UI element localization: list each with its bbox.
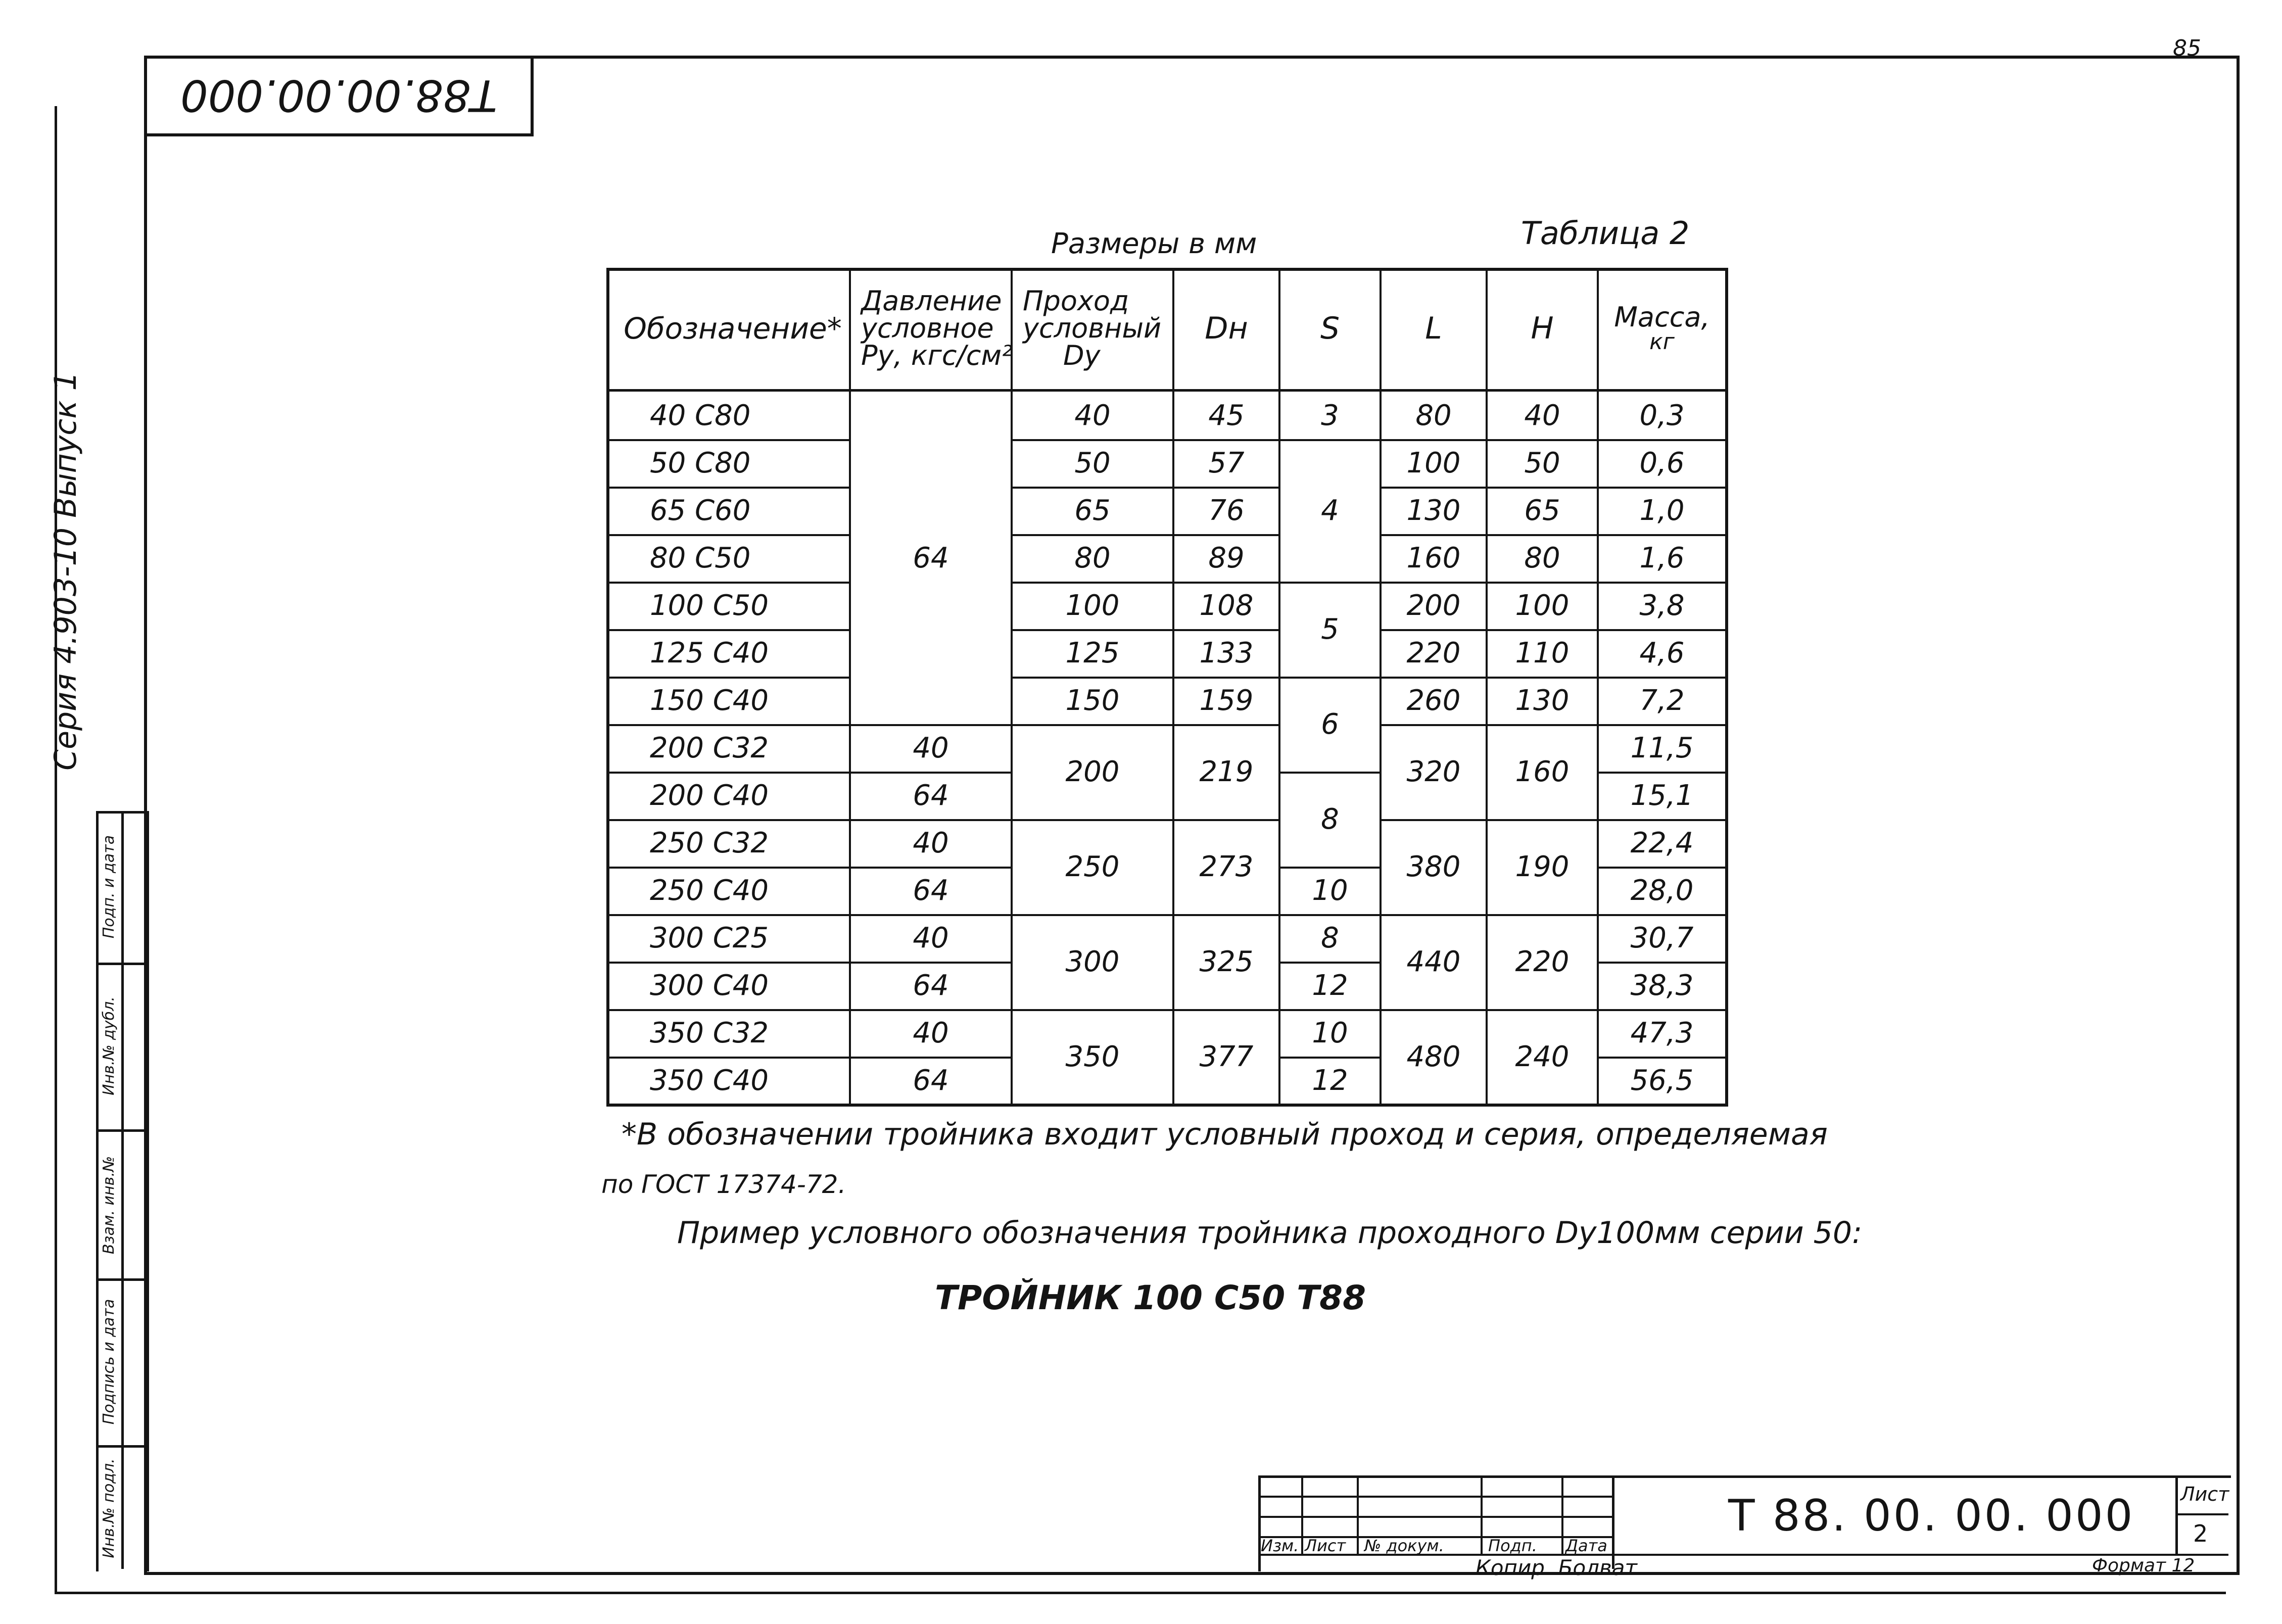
col-label-sheet: Лист bbox=[1305, 1536, 1346, 1555]
pressure-cell: 40 bbox=[913, 1016, 949, 1049]
passage-cell: 80 bbox=[1074, 541, 1111, 575]
table-row-line bbox=[609, 1057, 849, 1059]
mass-cell: 11,5 bbox=[1630, 731, 1694, 765]
header-pressure-line1: Давление bbox=[861, 285, 1002, 317]
s-cell: 10 bbox=[1312, 1016, 1348, 1049]
table-row-line bbox=[1013, 439, 1278, 441]
s-cell: 10 bbox=[1312, 874, 1348, 907]
passage-cell: 125 bbox=[1065, 636, 1120, 670]
pressure-row-line bbox=[851, 962, 1011, 964]
table-row-line bbox=[609, 439, 849, 441]
mass-cell: 0,6 bbox=[1639, 446, 1685, 480]
designation-cell: 200 С32 bbox=[650, 731, 769, 765]
s-cell: 6 bbox=[1321, 707, 1339, 741]
side-strip-divider bbox=[121, 811, 124, 1569]
s-row-line bbox=[1280, 677, 1380, 679]
pressure-cell: 64 bbox=[913, 969, 949, 1002]
dn-merged-cell: 325 bbox=[1199, 945, 1254, 978]
pressure-cell: 64 bbox=[913, 874, 949, 907]
sheet-label: Лист bbox=[2180, 1483, 2229, 1505]
designation-cell: 40 С80 bbox=[650, 399, 751, 432]
s-row-line bbox=[1280, 582, 1380, 584]
title-block-col-line bbox=[1481, 1475, 1483, 1554]
pressure-row-line bbox=[851, 1009, 1011, 1011]
table-row-line bbox=[1382, 534, 1597, 536]
dimensions-table bbox=[606, 268, 1728, 1107]
table-row-line bbox=[1599, 439, 1725, 441]
header-passage-line1: Проход bbox=[1023, 285, 1129, 317]
designation-cell: 100 С50 bbox=[650, 589, 769, 622]
table-row-line bbox=[1599, 1057, 1725, 1059]
table-row-line bbox=[1599, 819, 1725, 821]
h-merged-cell: 190 bbox=[1515, 850, 1570, 883]
h-cell: 40 bbox=[1524, 399, 1560, 432]
pressure-cell: 40 bbox=[913, 826, 949, 859]
l-cell: 200 bbox=[1406, 589, 1461, 622]
top-document-stamp bbox=[147, 57, 534, 136]
s-row-line bbox=[1280, 1057, 1380, 1059]
col-label-doc-no: № докум. bbox=[1364, 1536, 1444, 1555]
top-stamp-text: Т88.00.00.000 bbox=[180, 70, 497, 120]
header-mass-line2: кг bbox=[1649, 329, 1675, 355]
side-strip-separator bbox=[96, 1278, 144, 1281]
s-row-line bbox=[1280, 772, 1380, 774]
h-cell: 100 bbox=[1515, 589, 1570, 622]
table-border-right bbox=[1725, 268, 1728, 1107]
designation-cell: 65 С60 bbox=[650, 494, 751, 527]
passage-cell: 50 bbox=[1074, 446, 1111, 480]
header-passage bbox=[1013, 268, 1172, 389]
designation-cell: 250 С40 bbox=[650, 874, 769, 907]
header-pressure bbox=[851, 268, 1011, 389]
h-cell: 65 bbox=[1524, 494, 1560, 527]
mass-cell: 1,6 bbox=[1639, 541, 1685, 575]
group-row-line bbox=[1382, 819, 1597, 821]
title-block-row-line bbox=[1258, 1516, 1612, 1518]
pressure-cell: 64 bbox=[913, 779, 949, 812]
passage-cell: 40 bbox=[1074, 399, 1111, 432]
document-number: Т 88. 00. 00. 000 bbox=[1728, 1491, 2135, 1541]
mass-cell: 47,3 bbox=[1630, 1016, 1694, 1049]
group-row-line bbox=[1382, 1009, 1597, 1011]
example-line: Пример условного обозначения тройника проходного Dу100мм серии 50: bbox=[677, 1215, 1863, 1251]
title-block-row-line bbox=[1258, 1496, 1612, 1498]
table-row-line bbox=[609, 914, 849, 916]
h-cell: 50 bbox=[1524, 446, 1560, 480]
dn-cell: 76 bbox=[1208, 494, 1245, 527]
dn-merged-cell: 219 bbox=[1199, 755, 1254, 788]
title-block-col-line bbox=[1561, 1475, 1563, 1554]
group-row-line bbox=[1382, 724, 1597, 726]
s-row-line bbox=[1280, 914, 1380, 916]
footnote-line1: *В обозначении тройника входит условный проход и серия, определяемая bbox=[622, 1117, 1828, 1152]
table-row-line bbox=[1382, 629, 1597, 631]
designation-cell: 200 С40 bbox=[650, 779, 769, 812]
table-row-line bbox=[1013, 487, 1278, 489]
passage-cell: 150 bbox=[1065, 684, 1120, 717]
passage-cell: 65 bbox=[1074, 494, 1111, 527]
s-cell: 12 bbox=[1312, 1064, 1348, 1097]
s-cell: 3 bbox=[1321, 399, 1339, 432]
sheet-format: Формат 12 bbox=[2092, 1555, 2195, 1576]
table-row-line bbox=[609, 1009, 849, 1011]
l-cell: 80 bbox=[1415, 399, 1452, 432]
title-block-col-line bbox=[1301, 1475, 1303, 1554]
group-row-line bbox=[1013, 1009, 1278, 1011]
table-row-line bbox=[1013, 677, 1278, 679]
mass-cell: 30,7 bbox=[1630, 921, 1694, 954]
pressure-merged-cell: 64 bbox=[913, 541, 949, 575]
side-strip-separator bbox=[96, 1129, 144, 1132]
designation-cell: 50 С80 bbox=[650, 446, 751, 480]
l-merged-cell: 440 bbox=[1406, 945, 1461, 978]
l-cell: 260 bbox=[1406, 684, 1461, 717]
h-merged-cell: 160 bbox=[1515, 755, 1570, 788]
header-mass bbox=[1599, 268, 1725, 389]
table-row-line bbox=[609, 962, 849, 964]
pressure-row-line bbox=[851, 867, 1011, 869]
l-merged-cell: 380 bbox=[1406, 850, 1461, 883]
table-row-line bbox=[1599, 629, 1725, 631]
table-row-line bbox=[1382, 439, 1597, 441]
pressure-cell: 40 bbox=[913, 921, 949, 954]
group-row-line bbox=[1013, 914, 1278, 916]
group-row-line bbox=[1382, 914, 1597, 916]
series-label: Серия 4.903-10 Выпуск 1 bbox=[48, 371, 83, 771]
dn-cell: 89 bbox=[1208, 541, 1245, 575]
s-row-line bbox=[1280, 1009, 1380, 1011]
table-row-line bbox=[1599, 962, 1725, 964]
table-row-line bbox=[1013, 582, 1278, 584]
header-designation: Обозначение* bbox=[624, 311, 842, 346]
header-h: H bbox=[1531, 311, 1554, 346]
corner-page-number: 85 bbox=[2173, 35, 2201, 61]
dn-merged-cell: 377 bbox=[1199, 1040, 1254, 1073]
table-row-line bbox=[1599, 867, 1725, 869]
mass-cell: 15,1 bbox=[1630, 779, 1694, 812]
header-pressure-line3: Pу, кгс/см² bbox=[861, 340, 1013, 371]
example-designation: ТРОЙНИК 100 С50 Т88 bbox=[935, 1278, 1366, 1317]
sheet-number: 2 bbox=[2193, 1520, 2208, 1547]
strip-label-replacement-inv: Взам. инв.№ bbox=[100, 1156, 118, 1255]
h-cell: 80 bbox=[1524, 541, 1560, 575]
table-row-line bbox=[1382, 677, 1597, 679]
mass-cell: 1,0 bbox=[1639, 494, 1685, 527]
table-row-line bbox=[1599, 534, 1725, 536]
h-merged-cell: 240 bbox=[1515, 1040, 1570, 1073]
strip-label-sign-date: Подп. и дата bbox=[100, 835, 118, 939]
title-block-col-line bbox=[1357, 1475, 1359, 1554]
table-row-line bbox=[1382, 487, 1597, 489]
strip-label-signature-date: Подпись и дата bbox=[100, 1299, 118, 1425]
dn-cell: 57 bbox=[1208, 446, 1245, 480]
s-cell: 12 bbox=[1312, 969, 1348, 1002]
table-row-line bbox=[1599, 724, 1725, 726]
table-row-line bbox=[609, 819, 849, 821]
s-cell: 8 bbox=[1321, 921, 1339, 954]
side-strip-separator bbox=[96, 963, 144, 965]
dn-cell: 133 bbox=[1199, 636, 1254, 670]
group-row-line bbox=[1013, 819, 1278, 821]
dn-cell: 159 bbox=[1199, 684, 1254, 717]
strip-label-inv-original: Инв.№ подл. bbox=[100, 1458, 118, 1558]
table-row-line bbox=[1013, 534, 1278, 536]
pressure-row-line bbox=[851, 772, 1011, 774]
designation-cell: 350 С32 bbox=[650, 1016, 769, 1049]
pressure-row-line bbox=[851, 914, 1011, 916]
h-cell: 130 bbox=[1515, 684, 1570, 717]
header-dn: Dн bbox=[1205, 311, 1248, 346]
mass-cell: 56,5 bbox=[1630, 1064, 1694, 1097]
table-row-line bbox=[609, 582, 849, 584]
strip-label-inv-duplicate: Инв.№ дубл. bbox=[100, 996, 118, 1095]
mass-cell: 22,4 bbox=[1630, 826, 1694, 859]
designation-cell: 250 С32 bbox=[650, 826, 769, 859]
l-cell: 160 bbox=[1406, 541, 1461, 575]
group-row-line bbox=[1013, 724, 1278, 726]
s-row-line bbox=[1280, 962, 1380, 964]
pressure-row-line bbox=[851, 1057, 1011, 1059]
table-row-line bbox=[609, 677, 849, 679]
table-row-line bbox=[609, 772, 849, 774]
footnote-line2: по ГОСТ 17374-72. bbox=[601, 1170, 846, 1199]
header-l: L bbox=[1425, 311, 1442, 346]
header-pressure-line2: условное bbox=[861, 312, 994, 344]
l-cell: 100 bbox=[1406, 446, 1461, 480]
dn-merged-cell: 273 bbox=[1199, 850, 1254, 883]
l-merged-cell: 320 bbox=[1406, 755, 1461, 788]
pressure-cell: 40 bbox=[913, 731, 949, 765]
header-s: S bbox=[1320, 311, 1340, 346]
designation-cell: 80 С50 bbox=[650, 541, 751, 575]
designation-cell: 300 С25 bbox=[650, 921, 769, 954]
table-row-line bbox=[1599, 582, 1725, 584]
l-cell: 220 bbox=[1406, 636, 1461, 670]
dn-cell: 45 bbox=[1208, 399, 1245, 432]
table-row-line bbox=[609, 629, 849, 631]
table-row-line bbox=[609, 724, 849, 726]
h-cell: 110 bbox=[1515, 636, 1570, 670]
table-row-line bbox=[1599, 677, 1725, 679]
designation-cell: 125 С40 bbox=[650, 636, 769, 670]
s-row-line bbox=[1280, 439, 1380, 441]
title-block-row-line bbox=[2175, 1513, 2228, 1515]
passage-merged-cell: 250 bbox=[1065, 850, 1120, 883]
passage-cell: 100 bbox=[1065, 589, 1120, 622]
l-cell: 130 bbox=[1406, 494, 1461, 527]
passage-merged-cell: 200 bbox=[1065, 755, 1120, 788]
header-passage-line3: Dу bbox=[1063, 340, 1101, 371]
mass-cell: 0,3 bbox=[1639, 399, 1685, 432]
l-merged-cell: 480 bbox=[1406, 1040, 1461, 1073]
passage-merged-cell: 300 bbox=[1065, 945, 1120, 978]
s-row-line bbox=[1280, 867, 1380, 869]
table-row-line bbox=[1599, 487, 1725, 489]
passage-merged-cell: 350 bbox=[1065, 1040, 1120, 1073]
mass-cell: 3,8 bbox=[1639, 589, 1685, 622]
pressure-cell: 64 bbox=[913, 1064, 949, 1097]
copied-by: Копир. Болват bbox=[1476, 1555, 1637, 1580]
table-row-line bbox=[609, 487, 849, 489]
col-label-date: Дата bbox=[1565, 1536, 1607, 1555]
table-row-line bbox=[609, 867, 849, 869]
table-row-line bbox=[609, 534, 849, 536]
designation-cell: 150 С40 bbox=[650, 684, 769, 717]
mass-cell: 28,0 bbox=[1630, 874, 1694, 907]
table-row-line bbox=[1599, 772, 1725, 774]
mass-cell: 7,2 bbox=[1639, 684, 1685, 717]
table-row-line bbox=[1013, 629, 1278, 631]
table-row-line bbox=[1599, 1009, 1725, 1011]
header-passage-line2: условный bbox=[1023, 312, 1162, 344]
s-cell: 8 bbox=[1321, 802, 1339, 836]
table-row-line bbox=[1382, 582, 1597, 584]
pressure-row-line bbox=[851, 819, 1011, 821]
s-cell: 4 bbox=[1321, 494, 1339, 527]
h-merged-cell: 220 bbox=[1515, 945, 1570, 978]
col-label-signature: Подп. bbox=[1488, 1536, 1537, 1555]
designation-cell: 350 С40 bbox=[650, 1064, 769, 1097]
table-size-note: Размеры в мм bbox=[1051, 227, 1257, 260]
s-cell: 5 bbox=[1321, 612, 1339, 646]
table-number: Таблица 2 bbox=[1521, 215, 1690, 252]
mass-cell: 4,6 bbox=[1639, 636, 1685, 670]
mass-cell: 38,3 bbox=[1630, 969, 1694, 1002]
pressure-row-line bbox=[851, 724, 1011, 726]
dn-cell: 108 bbox=[1199, 589, 1254, 622]
designation-cell: 300 С40 bbox=[650, 969, 769, 1002]
col-label-change: Изм. bbox=[1261, 1536, 1299, 1555]
table-row-line bbox=[1599, 914, 1725, 916]
header-mass-line1: Масса, bbox=[1614, 301, 1710, 333]
